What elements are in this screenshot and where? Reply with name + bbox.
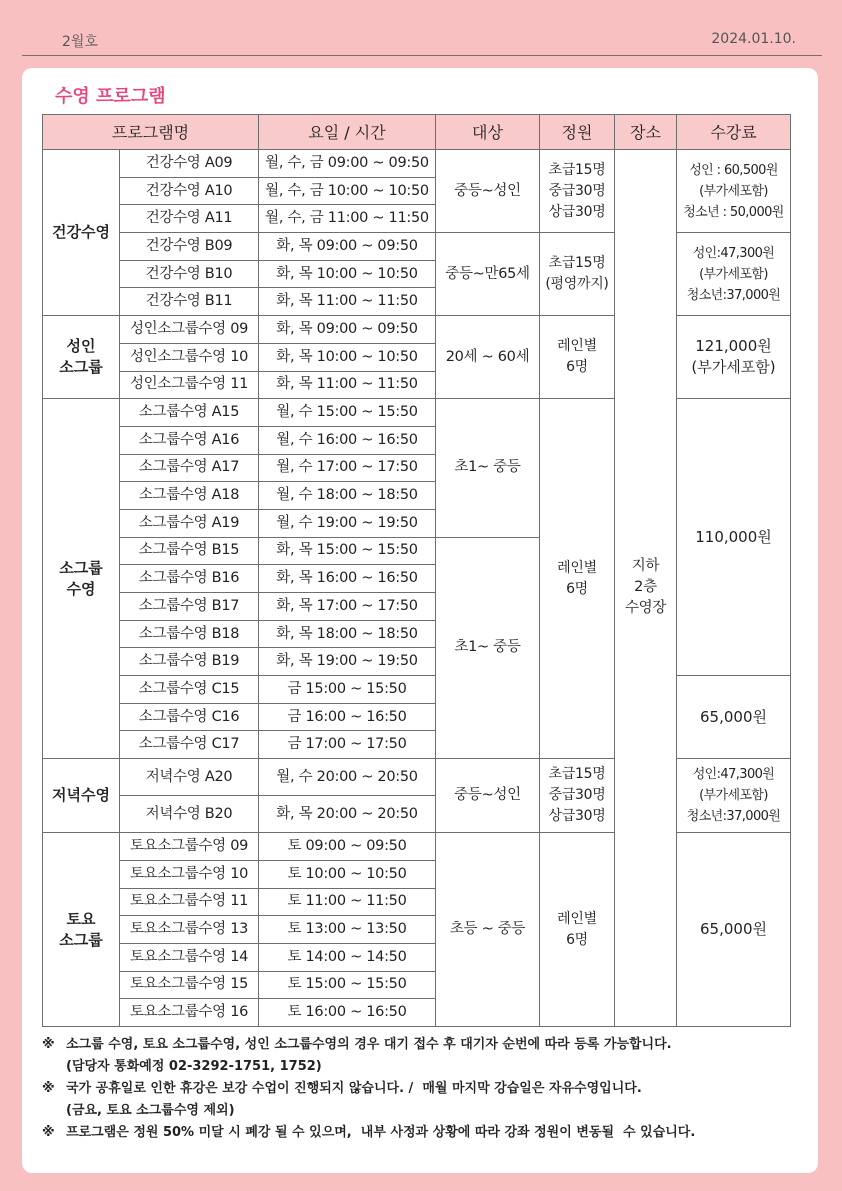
program-name-cell: 성인소그룹수영 10 <box>120 343 259 371</box>
capacity-line: 상급30명 <box>548 808 606 825</box>
capacity-line: 초급15명 <box>548 255 606 272</box>
col-header-capacity: 정원 <box>540 115 615 150</box>
place-line: 수영장 <box>624 600 667 617</box>
issue-label: 2월호 <box>62 34 98 50</box>
schedule-cell: 화, 목 16:00 ~ 16:50 <box>259 565 436 593</box>
category-cell <box>43 759 120 833</box>
table-row <box>43 833 791 861</box>
schedule-cell: 토 16:00 ~ 16:50 <box>259 999 436 1027</box>
schedule-cell: 화, 목 15:00 ~ 15:50 <box>259 537 436 565</box>
schedule-cell: 토 14:00 ~ 14:50 <box>259 943 436 971</box>
program-name-cell: 소그룹수영 B17 <box>120 593 259 621</box>
target-cell: 20세 ~ 60세 <box>436 316 540 399</box>
schedule-cell: 화, 목 18:00 ~ 18:50 <box>259 620 436 648</box>
schedule-cell: 월, 수 19:00 ~ 19:50 <box>259 509 436 537</box>
issue-date: 2024.01.10. <box>711 31 796 47</box>
category-label: 성인 <box>66 337 96 356</box>
schedule-cell: 화, 목 10:00 ~ 10:50 <box>259 260 436 288</box>
note-mark: ※ <box>42 1125 55 1140</box>
fee-cell <box>677 759 791 833</box>
schedule-cell: 금 16:00 ~ 16:50 <box>259 703 436 731</box>
fee-cell <box>677 233 791 316</box>
program-name-cell: 토요소그룹수영 11 <box>120 888 259 916</box>
fee-cell <box>677 833 791 1027</box>
fee-cell <box>677 399 791 676</box>
program-name-cell: 소그룹수영 A16 <box>120 426 259 454</box>
table-header-row <box>43 115 791 150</box>
schedule-cell: 월, 수, 금 10:00 ~ 10:50 <box>259 177 436 205</box>
schedule-cell: 화, 목 11:00 ~ 11:50 <box>259 288 436 316</box>
capacity-line: 6명 <box>566 931 588 948</box>
section-title: 수영 프로그램 <box>55 86 166 107</box>
col-header-program: 프로그램명 <box>43 115 259 150</box>
target-cell: 초1~ 중등 <box>436 537 540 759</box>
table-row <box>43 399 791 427</box>
category-label: 건강수영 <box>52 223 110 242</box>
fee-line: 청소년:37,000원 <box>686 809 781 825</box>
fee-line: 성인:47,300원 <box>692 767 775 783</box>
col-header-target: 대상 <box>436 115 540 150</box>
note-text: 프로그램은 정원 50% 미달 시 폐강 될 수 있으며, 내부 사정과 상황에 따라 강좌 정원이 변동될 수 있습니다. <box>66 1125 696 1140</box>
category-cell <box>43 150 120 316</box>
capacity-line: 6명 <box>566 359 588 376</box>
col-header-schedule: 요일 / 시간 <box>259 115 436 150</box>
note-text: (담당자 통화예정 02-3292-1751, 1752) <box>66 1059 322 1074</box>
program-name-cell: 토요소그룹수영 15 <box>120 971 259 999</box>
capacity-line: 상급30명 <box>548 203 606 220</box>
table-row <box>43 150 791 178</box>
target-cell: 중등~성인 <box>436 759 540 833</box>
capacity-cell <box>540 316 615 399</box>
capacity-cell <box>540 399 615 759</box>
schedule-cell: 금 17:00 ~ 17:50 <box>259 731 436 759</box>
fee-line: (부가세포함) <box>699 183 768 199</box>
capacity-line: 초급15명 <box>548 161 606 178</box>
target-cell: 중등~만65세 <box>436 233 540 316</box>
capacity-cell <box>540 833 615 1027</box>
capacity-line: (평영까지) <box>545 276 609 293</box>
capacity-line: 중급30명 <box>548 182 606 199</box>
target-cell: 중등~성인 <box>436 150 540 233</box>
schedule-cell: 월, 수, 금 09:00 ~ 09:50 <box>259 150 436 178</box>
table-row <box>43 676 791 704</box>
col-header-fee: 수강료 <box>677 115 791 150</box>
fee-line: (부가세포함) <box>691 358 776 377</box>
category-cell <box>43 833 120 1027</box>
program-name-cell: 토요소그룹수영 16 <box>120 999 259 1027</box>
fee-cell <box>677 316 791 399</box>
program-name-cell: 소그룹수영 A15 <box>120 399 259 427</box>
category-cell <box>43 316 120 399</box>
program-name-cell: 저녁수영 A20 <box>120 759 259 796</box>
program-name-cell: 토요소그룹수영 09 <box>120 833 259 861</box>
schedule-cell: 화, 목 09:00 ~ 09:50 <box>259 316 436 344</box>
note-mark: ※ <box>42 1081 55 1096</box>
note-text: (금요, 토요 소그룹수영 제외) <box>66 1103 235 1118</box>
program-name-cell: 소그룹수영 C15 <box>120 676 259 704</box>
fee-line: 성인:47,300원 <box>692 245 775 261</box>
fee-line: 청소년 : 50,000원 <box>683 204 784 220</box>
table-row <box>43 316 791 344</box>
fee-line: (부가세포함) <box>699 266 768 282</box>
note-line <box>42 1034 695 1056</box>
note-line <box>42 1056 695 1078</box>
capacity-line: 레인별 <box>557 338 597 355</box>
col-header-place: 장소 <box>615 115 677 150</box>
schedule-cell: 화, 목 10:00 ~ 10:50 <box>259 343 436 371</box>
schedule-cell: 월, 수 20:00 ~ 20:50 <box>259 759 436 796</box>
fee-cell <box>677 150 791 233</box>
program-name-cell: 소그룹수영 B18 <box>120 620 259 648</box>
schedule-cell: 금 15:00 ~ 15:50 <box>259 676 436 704</box>
program-name-cell: 소그룹수영 C17 <box>120 731 259 759</box>
capacity-line: 레인별 <box>557 910 597 927</box>
target-cell: 초1~ 중등 <box>436 399 540 537</box>
notes-section <box>42 1034 695 1144</box>
schedule-cell: 월, 수 16:00 ~ 16:50 <box>259 426 436 454</box>
program-name-cell: 저녁수영 B20 <box>120 796 259 833</box>
program-name-cell: 소그룹수영 B15 <box>120 537 259 565</box>
schedule-cell: 화, 목 20:00 ~ 20:50 <box>259 796 436 833</box>
category-label: 소그룹 <box>59 930 103 949</box>
program-name-cell: 소그룹수영 A19 <box>120 509 259 537</box>
program-name-cell: 토요소그룹수영 10 <box>120 860 259 888</box>
program-name-cell: 소그룹수영 A17 <box>120 454 259 482</box>
capacity-cell <box>540 150 615 233</box>
fee-line: 121,000원 <box>695 337 772 356</box>
note-text: 소그룹 수영, 토요 소그룹수영, 성인 소그룹수영의 경우 대기 접수 후 대기자 순번에 따라 등록 가능합니다. <box>66 1037 672 1052</box>
fee-cell <box>677 676 791 759</box>
note-mark: ※ <box>42 1037 55 1052</box>
program-name-cell: 토요소그룹수영 14 <box>120 943 259 971</box>
target-cell: 초등 ~ 중등 <box>436 833 540 1027</box>
fee-line: 110,000원 <box>695 527 772 546</box>
header-divider <box>22 55 822 56</box>
note-line <box>42 1078 695 1100</box>
program-name-cell: 성인소그룹수영 11 <box>120 371 259 399</box>
program-name-cell: 건강수영 B11 <box>120 288 259 316</box>
category-label: 소그룹 <box>59 358 103 377</box>
schedule-cell: 토 13:00 ~ 13:50 <box>259 916 436 944</box>
schedule-cell: 화, 목 19:00 ~ 19:50 <box>259 648 436 676</box>
program-name-cell: 건강수영 B09 <box>120 233 259 261</box>
schedule-cell: 화, 목 09:00 ~ 09:50 <box>259 233 436 261</box>
capacity-cell <box>540 233 615 316</box>
program-name-cell: 건강수영 A10 <box>120 177 259 205</box>
fee-line: 65,000원 <box>700 707 767 726</box>
table-row <box>43 233 791 261</box>
program-name-cell: 건강수영 A09 <box>120 150 259 178</box>
note-line <box>42 1122 695 1144</box>
capacity-line: 중급30명 <box>548 787 606 804</box>
category-label: 수영 <box>66 579 96 598</box>
program-name-cell: 성인소그룹수영 09 <box>120 316 259 344</box>
place-line: 2층 <box>634 579 657 596</box>
schedule-cell: 월, 수 17:00 ~ 17:50 <box>259 454 436 482</box>
fee-line: 65,000원 <box>700 920 767 939</box>
schedule-cell: 토 11:00 ~ 11:50 <box>259 888 436 916</box>
program-name-cell: 토요소그룹수영 13 <box>120 916 259 944</box>
capacity-cell <box>540 759 615 833</box>
capacity-line: 레인별 <box>557 559 597 576</box>
swim-schedule-table <box>42 114 791 1027</box>
place-line: 지하 <box>631 558 660 575</box>
fee-line: (부가세포함) <box>699 788 768 804</box>
place-cell <box>615 150 677 1027</box>
schedule-cell: 월, 수, 금 11:00 ~ 11:50 <box>259 205 436 233</box>
schedule-cell: 월, 수 18:00 ~ 18:50 <box>259 482 436 510</box>
schedule-cell: 화, 목 17:00 ~ 17:50 <box>259 593 436 621</box>
program-name-cell: 건강수영 A11 <box>120 205 259 233</box>
category-label: 저녁수영 <box>52 786 110 805</box>
capacity-line: 초급15명 <box>548 766 606 783</box>
note-line <box>42 1100 695 1122</box>
program-name-cell: 건강수영 B10 <box>120 260 259 288</box>
note-text: 국가 공휴일로 인한 휴강은 보강 수업이 진행되지 않습니다. / 매월 마지막 강습일은 자유수영입니다. <box>66 1081 642 1096</box>
program-name-cell: 소그룹수영 C16 <box>120 703 259 731</box>
category-label: 소그룹 <box>59 558 103 577</box>
program-name-cell: 소그룹수영 B16 <box>120 565 259 593</box>
category-label: 토요 <box>66 909 96 928</box>
program-name-cell: 소그룹수영 B19 <box>120 648 259 676</box>
capacity-line: 6명 <box>566 580 588 597</box>
fee-line: 성인 : 60,500원 <box>689 162 778 178</box>
schedule-cell: 월, 수 15:00 ~ 15:50 <box>259 399 436 427</box>
schedule-cell: 토 15:00 ~ 15:50 <box>259 971 436 999</box>
program-name-cell: 소그룹수영 A18 <box>120 482 259 510</box>
schedule-cell: 화, 목 11:00 ~ 11:50 <box>259 371 436 399</box>
schedule-cell: 토 10:00 ~ 10:50 <box>259 860 436 888</box>
category-cell <box>43 399 120 759</box>
table-row <box>43 759 791 796</box>
schedule-cell: 토 09:00 ~ 09:50 <box>259 833 436 861</box>
fee-line: 청소년:37,000원 <box>686 287 781 303</box>
